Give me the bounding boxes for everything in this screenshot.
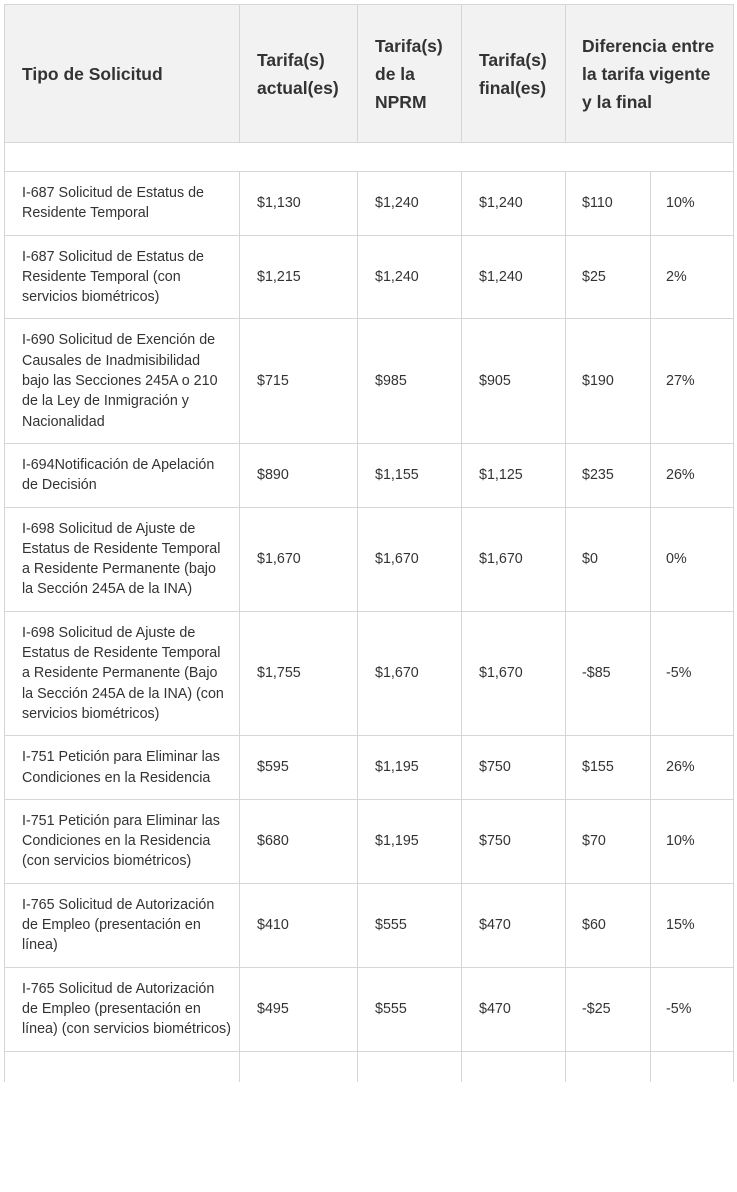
cell-tarifa-nprm: $1,195 bbox=[358, 799, 462, 883]
table-row bbox=[5, 883, 734, 967]
cell-tarifa-nprm: $555 bbox=[358, 883, 462, 967]
cell-diferencia-porcentaje: 2% bbox=[651, 235, 734, 319]
cell-tarifa-nprm: $1,195 bbox=[358, 736, 462, 800]
cell-tarifa-final: $750 bbox=[462, 799, 566, 883]
fee-comparison-table bbox=[4, 4, 734, 1082]
cell-diferencia-porcentaje: 26% bbox=[651, 736, 734, 800]
table-row bbox=[5, 172, 734, 236]
cell-tipo: I-698 Solicitud de Ajuste de Estatus de Residente Temporal a Residente Permanente (Bajo la Sección 245A de la INA) (con servicios biométricos) bbox=[5, 611, 240, 735]
cell-tarifa-nprm: $555 bbox=[358, 967, 462, 1051]
partial-cell bbox=[358, 1051, 462, 1082]
cell-tipo: I-690 Solicitud de Exención de Causales de Inadmisibilidad bajo las Secciones 245A o 210 de la Ley de Inmigración y Nacionalidad bbox=[5, 319, 240, 443]
cell-tarifa-actual: $680 bbox=[240, 799, 358, 883]
table-body bbox=[5, 143, 734, 1082]
cell-diferencia-porcentaje: 27% bbox=[651, 319, 734, 443]
cell-tarifa-nprm: $985 bbox=[358, 319, 462, 443]
cell-tarifa-final: $1,125 bbox=[462, 443, 566, 507]
cell-diferencia-monto: $235 bbox=[566, 443, 651, 507]
partial-cell bbox=[566, 1051, 651, 1082]
table-row bbox=[5, 235, 734, 319]
table-row-partial bbox=[5, 1051, 734, 1082]
header-tarifa-actual: Tarifa(s) actual(es) bbox=[240, 5, 358, 143]
cell-tipo: I-765 Solicitud de Autorización de Empleo (presentación en línea) bbox=[5, 883, 240, 967]
header-spacer-row bbox=[5, 143, 734, 172]
cell-tarifa-nprm: $1,155 bbox=[358, 443, 462, 507]
header-tarifa-nprm: Tarifa(s) de la NPRM bbox=[358, 5, 462, 143]
cell-tarifa-actual: $1,130 bbox=[240, 172, 358, 236]
header-row bbox=[5, 5, 734, 143]
cell-tarifa-nprm: $1,670 bbox=[358, 611, 462, 735]
table-row bbox=[5, 799, 734, 883]
cell-tarifa-final: $1,240 bbox=[462, 235, 566, 319]
cell-tipo: I-687 Solicitud de Estatus de Residente Temporal bbox=[5, 172, 240, 236]
cell-diferencia-porcentaje: -5% bbox=[651, 967, 734, 1051]
cell-tipo: I-694Notificación de Apelación de Decisión bbox=[5, 443, 240, 507]
cell-tarifa-final: $750 bbox=[462, 736, 566, 800]
cell-tarifa-actual: $410 bbox=[240, 883, 358, 967]
header-tarifa-final: Tarifa(s) final(es) bbox=[462, 5, 566, 143]
cell-tarifa-final: $905 bbox=[462, 319, 566, 443]
cell-diferencia-monto: -$25 bbox=[566, 967, 651, 1051]
cell-tarifa-actual: $1,755 bbox=[240, 611, 358, 735]
cell-diferencia-monto: $70 bbox=[566, 799, 651, 883]
cell-tarifa-actual: $1,670 bbox=[240, 507, 358, 611]
cell-diferencia-porcentaje: 26% bbox=[651, 443, 734, 507]
partial-cell bbox=[5, 1051, 240, 1082]
cell-tarifa-actual: $715 bbox=[240, 319, 358, 443]
cell-diferencia-monto: $155 bbox=[566, 736, 651, 800]
cell-tarifa-nprm: $1,240 bbox=[358, 172, 462, 236]
partial-cell bbox=[240, 1051, 358, 1082]
cell-tarifa-final: $1,670 bbox=[462, 611, 566, 735]
cell-tipo: I-751 Petición para Eliminar las Condiciones en la Residencia (con servicios biométricos) bbox=[5, 799, 240, 883]
cell-tipo: I-698 Solicitud de Ajuste de Estatus de Residente Temporal a Residente Permanente (bajo la Sección 245A de la INA) bbox=[5, 507, 240, 611]
table-row bbox=[5, 443, 734, 507]
cell-tarifa-final: $1,670 bbox=[462, 507, 566, 611]
cell-tarifa-actual: $890 bbox=[240, 443, 358, 507]
header-diferencia: Diferencia entre la tarifa vigente y la final bbox=[566, 5, 734, 143]
table-row bbox=[5, 736, 734, 800]
cell-tipo: I-751 Petición para Eliminar las Condiciones en la Residencia bbox=[5, 736, 240, 800]
cell-tarifa-nprm: $1,240 bbox=[358, 235, 462, 319]
cell-diferencia-monto: $190 bbox=[566, 319, 651, 443]
cell-diferencia-porcentaje: -5% bbox=[651, 611, 734, 735]
partial-cell bbox=[462, 1051, 566, 1082]
cell-tarifa-actual: $1,215 bbox=[240, 235, 358, 319]
partial-cell bbox=[651, 1051, 734, 1082]
cell-tarifa-final: $470 bbox=[462, 883, 566, 967]
table-row bbox=[5, 507, 734, 611]
cell-tarifa-actual: $595 bbox=[240, 736, 358, 800]
cell-tarifa-actual: $495 bbox=[240, 967, 358, 1051]
table-header bbox=[5, 5, 734, 143]
cell-tipo: I-765 Solicitud de Autorización de Empleo (presentación en línea) (con servicios biométricos) bbox=[5, 967, 240, 1051]
header-tipo-de-solicitud: Tipo de Solicitud bbox=[5, 5, 240, 143]
cell-diferencia-monto: -$85 bbox=[566, 611, 651, 735]
cell-tarifa-nprm: $1,670 bbox=[358, 507, 462, 611]
cell-diferencia-porcentaje: 15% bbox=[651, 883, 734, 967]
cell-tarifa-final: $470 bbox=[462, 967, 566, 1051]
cell-tipo: I-687 Solicitud de Estatus de Residente Temporal (con servicios biométricos) bbox=[5, 235, 240, 319]
header-spacer bbox=[5, 143, 734, 172]
cell-diferencia-monto: $60 bbox=[566, 883, 651, 967]
table-row bbox=[5, 967, 734, 1051]
cell-diferencia-porcentaje: 10% bbox=[651, 799, 734, 883]
cell-diferencia-monto: $25 bbox=[566, 235, 651, 319]
cell-diferencia-monto: $110 bbox=[566, 172, 651, 236]
cell-tarifa-final: $1,240 bbox=[462, 172, 566, 236]
table-row bbox=[5, 319, 734, 443]
cell-diferencia-monto: $0 bbox=[566, 507, 651, 611]
cell-diferencia-porcentaje: 10% bbox=[651, 172, 734, 236]
cell-diferencia-porcentaje: 0% bbox=[651, 507, 734, 611]
table-row bbox=[5, 611, 734, 735]
